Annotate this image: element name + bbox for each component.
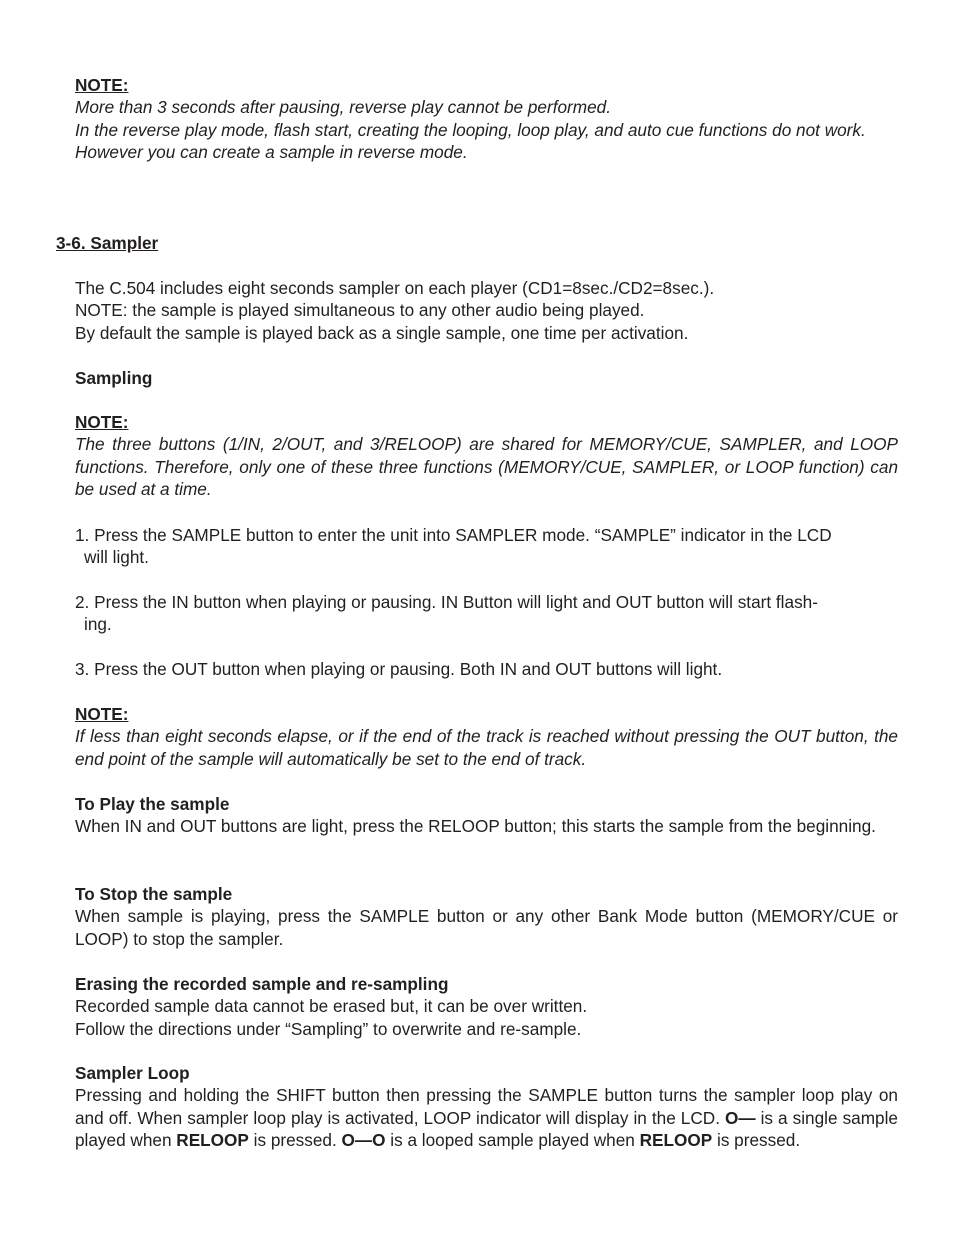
intro-line: The C.504 includes eight seconds sampler on each player (CD1=8sec./CD2=8sec.). xyxy=(75,278,715,298)
section-title: 3-6. Sampler xyxy=(56,233,159,253)
step-text: 1. Press the SAMPLE button to enter the unit into SAMPLER mode. “SAMPLE” indicator in the LCD xyxy=(75,525,832,545)
sampler-intro xyxy=(75,277,898,344)
reloop-label: RELOOP xyxy=(176,1130,249,1151)
looped-sample-symbol: O—O xyxy=(341,1130,386,1151)
intro-line: By default the sample is played back as a single sample, one time per activation. xyxy=(75,322,689,343)
reloop-label: RELOOP xyxy=(639,1130,713,1151)
sampling-note xyxy=(75,411,898,501)
loop-text: Pressing and holding the SHIFT button then pressing the SAMPLE button turns the sampler loop play on and off. When sampler loop play is activated, LOOP indicator will display in the LCD. xyxy=(75,1085,898,1128)
erase-sample-section xyxy=(75,973,898,1040)
step-text: 2. Press the IN button when playing or pausing. IN Button will light and OUT button will start flash- xyxy=(75,592,818,612)
sampling-step-2 xyxy=(75,591,898,636)
loop-text: is a looped sample played when xyxy=(385,1130,640,1151)
note-line: More than 3 seconds after pausing, reverse play cannot be performed. xyxy=(75,97,611,118)
note-heading: NOTE: xyxy=(75,704,129,724)
play-heading: To Play the sample xyxy=(75,794,230,814)
step-text: 3. Press the OUT button when playing or pausing. Both IN and OUT buttons will light. xyxy=(75,659,723,679)
reverse-play-note xyxy=(75,74,898,164)
sampling-step-1 xyxy=(75,524,898,569)
loop-text: is pressed. xyxy=(248,1130,342,1151)
step-text-continued: will light. xyxy=(84,547,149,568)
loop-heading: Sampler Loop xyxy=(75,1063,190,1083)
stop-text: When sample is playing, press the SAMPLE button or any other Bank Mode button (MEMORY/CUE or LOOP) to stop the sampler. xyxy=(75,906,898,949)
sampling-step-3 xyxy=(75,658,898,680)
note-heading: NOTE: xyxy=(75,412,129,432)
erase-line: Recorded sample data cannot be erased but, it can be over written. xyxy=(75,996,588,1017)
loop-paragraph xyxy=(75,1084,898,1151)
single-sample-symbol: O— xyxy=(725,1107,756,1128)
note-line: In the reverse play mode, flash start, creating the looping, loop play, and auto cue functions do not work. xyxy=(75,119,866,140)
note-heading: NOTE: xyxy=(75,75,129,95)
sampling-heading: Sampling xyxy=(75,368,153,388)
loop-text: is pressed. xyxy=(712,1130,801,1151)
note-text: The three buttons (1/IN, 2/OUT, and 3/RELOOP) are shared for MEMORY/CUE, SAMPLER, and LOOP functions. Therefore, only one of these three functions (MEMORY/CUE, SAMPLER, or LOOP function) can be used at a time. xyxy=(75,434,898,500)
sampler-loop-section xyxy=(75,1062,898,1152)
play-sample-section xyxy=(75,793,898,838)
note-text: If less than eight seconds elapse, or if the end of the track is reached without pressing the OUT button, the end point of the sample will automatically be set to the end of track. xyxy=(75,726,898,769)
stop-sample-section xyxy=(75,883,898,950)
sample-end-note xyxy=(75,703,898,770)
erase-line: Follow the directions under “Sampling” to overwrite and re-sample. xyxy=(75,1018,582,1039)
step-text-continued: ing. xyxy=(84,614,112,635)
erase-heading: Erasing the recorded sample and re-sampling xyxy=(75,974,449,994)
play-text: When IN and OUT buttons are light, press the RELOOP button; this starts the sample from the beginning. xyxy=(75,816,876,837)
loop-text: is a single sample played when xyxy=(75,1107,898,1151)
intro-line: NOTE: the sample is played simultaneous to any other audio being played. xyxy=(75,300,645,321)
stop-heading: To Stop the sample xyxy=(75,884,233,904)
note-line: However you can create a sample in reverse mode. xyxy=(75,142,468,163)
